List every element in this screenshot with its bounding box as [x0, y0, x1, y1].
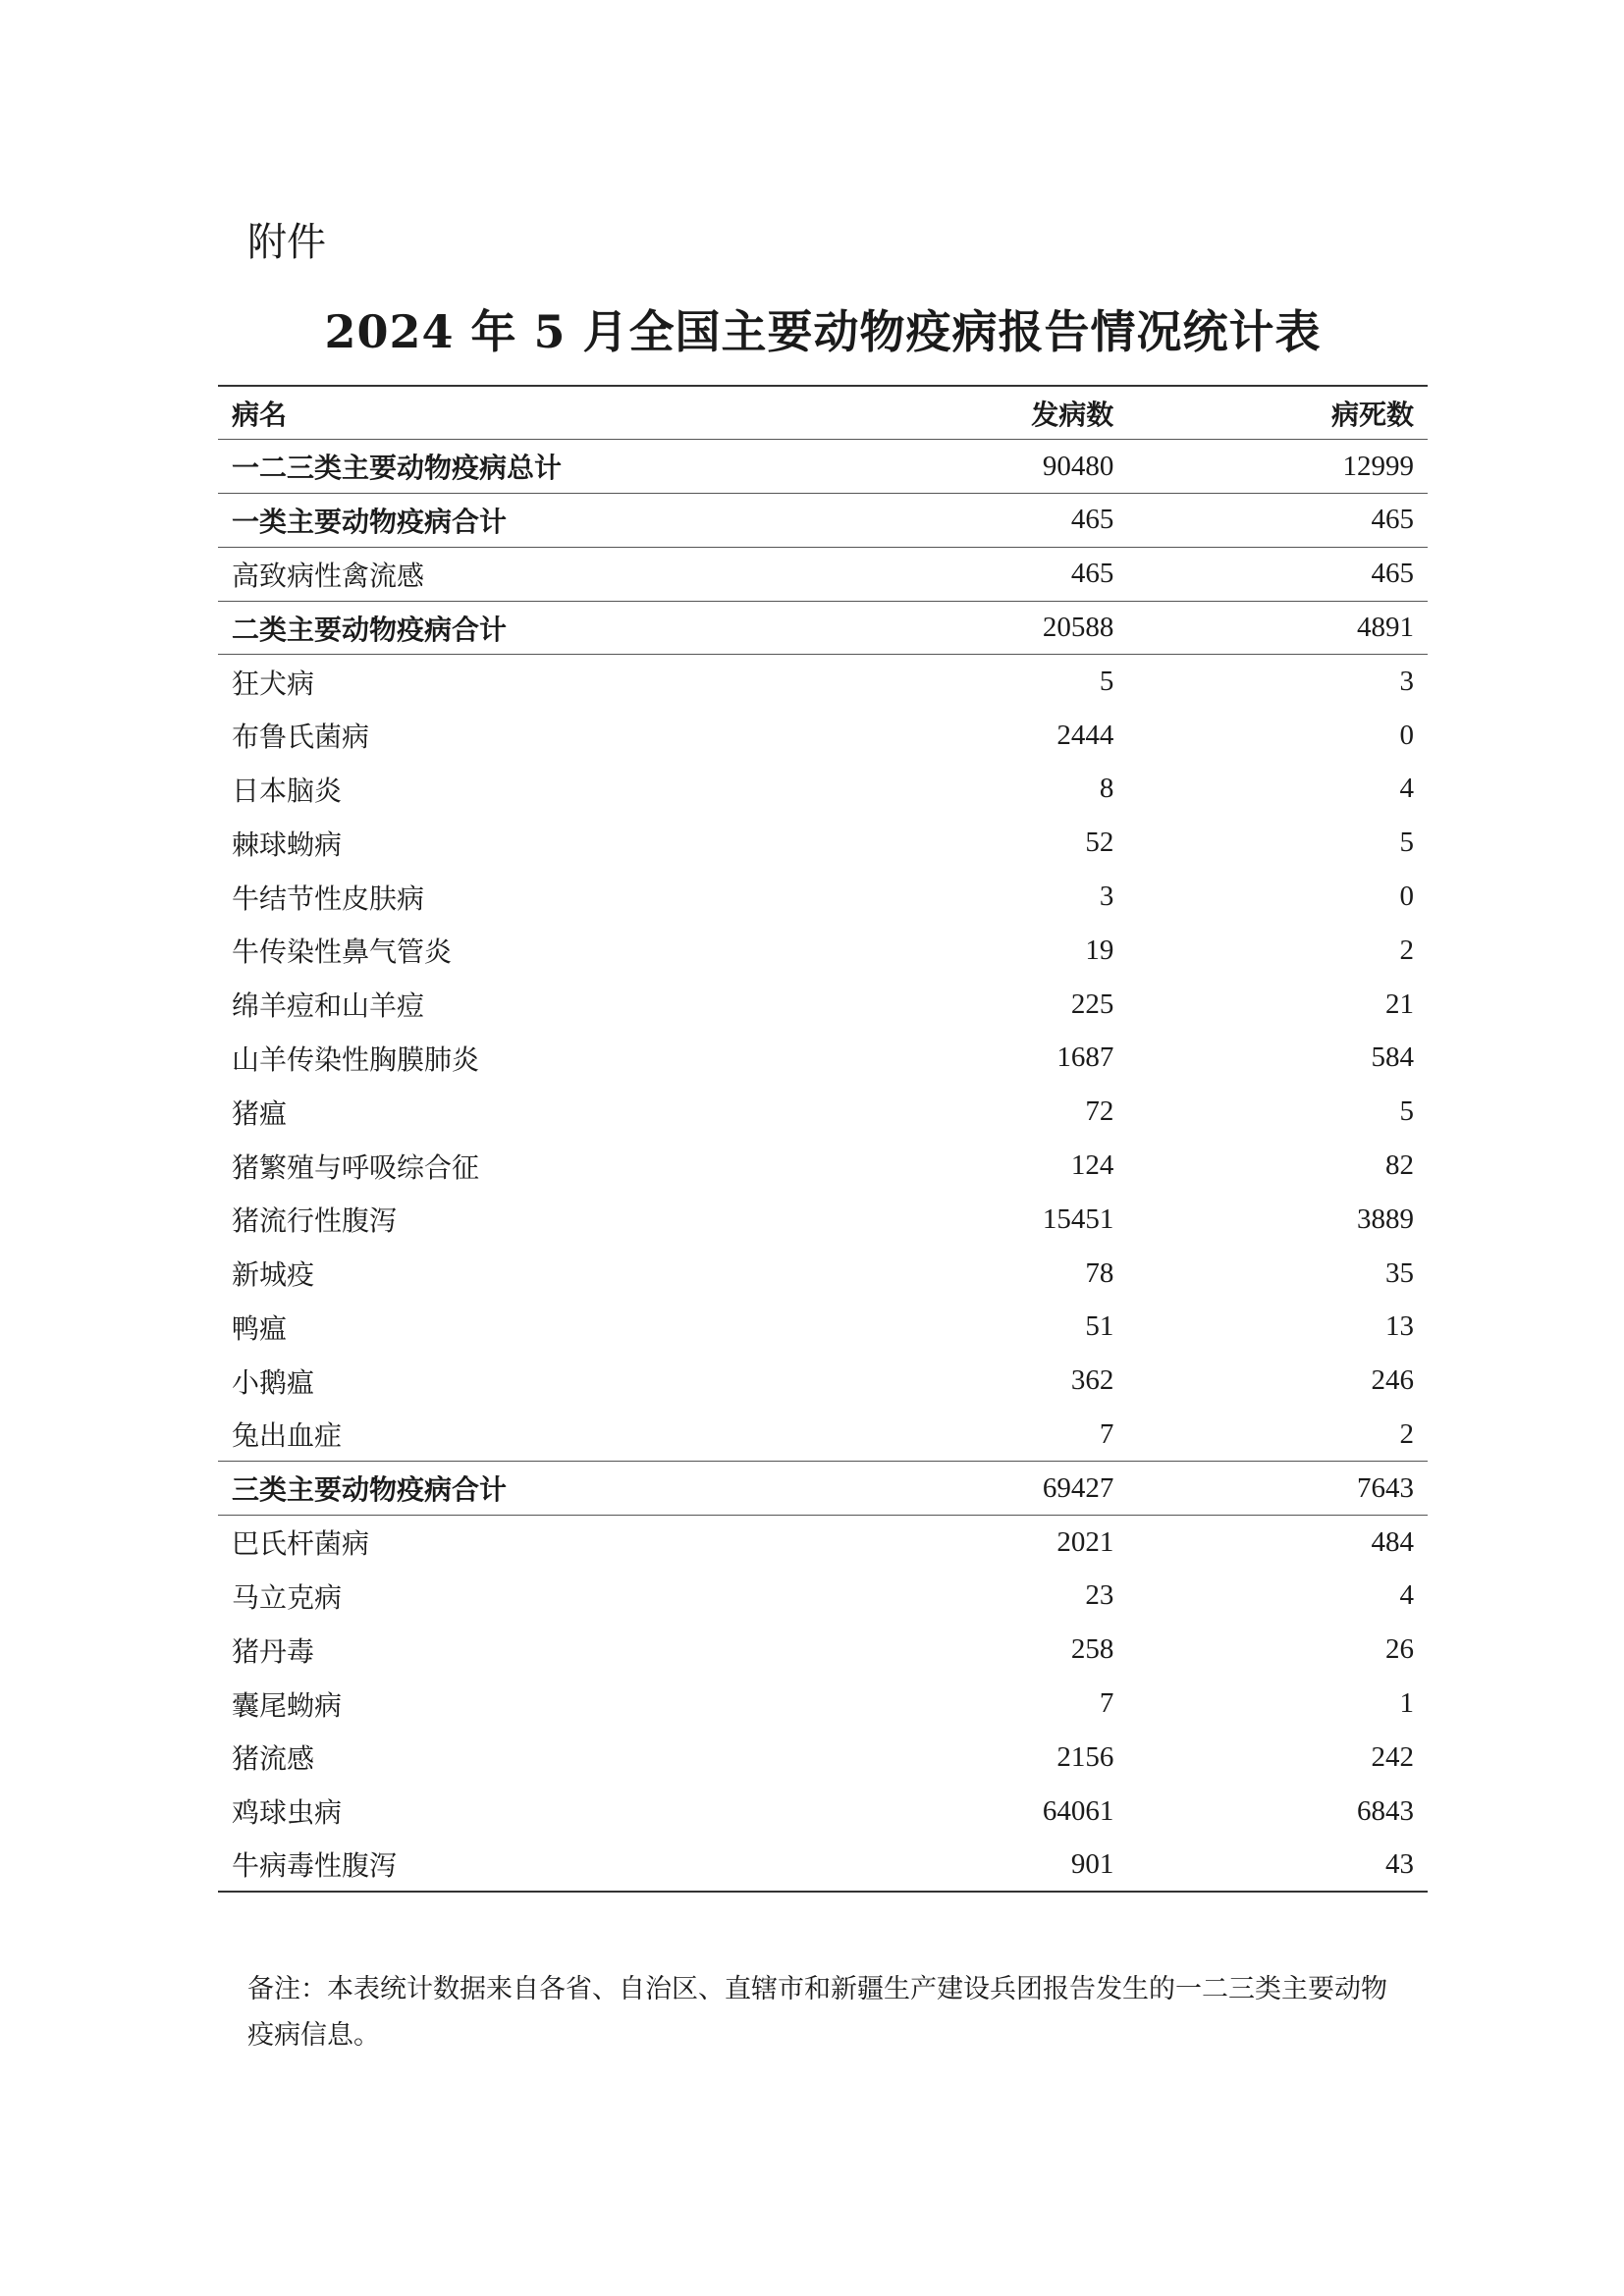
deaths-cell: 0 — [1399, 719, 1414, 751]
disease-name-cell: 猪流行性腹泻 — [232, 1204, 398, 1238]
table-row — [218, 870, 1428, 924]
incidence-cell: 52 — [1085, 827, 1114, 859]
disease-name-cell: 猪流感 — [232, 1742, 315, 1776]
incidence-cell: 20588 — [847, 601, 1138, 655]
deaths-cell: 5 — [1399, 827, 1414, 859]
subtotal-row — [218, 440, 1428, 494]
incidence-cell: 901 — [847, 1839, 1138, 1893]
disease-name-cell: 兔出血症 — [218, 1408, 847, 1462]
incidence-cell: 258 — [1070, 1633, 1114, 1666]
deaths-cell: 242 — [1371, 1740, 1414, 1773]
deaths-cell: 13 — [1385, 1310, 1414, 1343]
table-row — [218, 1085, 1428, 1139]
deaths-cell: 12999 — [1137, 440, 1428, 494]
disease-name-cell: 猪繁殖与呼吸综合征 — [232, 1150, 480, 1184]
deaths-cell: 484 — [1371, 1525, 1414, 1558]
incidence-cell: 2444 — [1056, 719, 1114, 751]
table-row — [218, 1839, 1428, 1893]
deaths-cell: 2 — [1137, 1408, 1428, 1462]
incidence-cell: 64061 — [1042, 1794, 1114, 1827]
deaths-cell: 21 — [1385, 988, 1414, 1020]
table-row — [218, 1677, 1428, 1731]
table-row — [218, 1032, 1428, 1086]
incidence-cell: 225 — [1070, 988, 1114, 1020]
disease-statistics-table — [218, 385, 1428, 1893]
deaths-cell: 4 — [1399, 773, 1414, 805]
deaths-cell: 465 — [1137, 494, 1428, 548]
deaths-cell: 7643 — [1137, 1462, 1428, 1516]
footnote-remark: 备注：本表统计数据来自各省、自治区、直辖市和新疆生产建设兵团报告发生的一二三类主要动物疫病信息。 — [247, 1974, 1387, 2051]
incidence-cell: 19 — [1085, 934, 1114, 966]
disease-name-cell: 小鹅瘟 — [232, 1365, 315, 1399]
table-row — [218, 816, 1428, 870]
deaths-cell: 35 — [1385, 1256, 1414, 1289]
table-row — [218, 1193, 1428, 1247]
header-disease-name: 病名 — [218, 386, 847, 440]
incidence-cell: 1687 — [1056, 1041, 1114, 1074]
incidence-cell: 3 — [1099, 881, 1114, 913]
incidence-cell: 72 — [1085, 1095, 1114, 1128]
incidence-cell: 465 — [847, 494, 1138, 548]
table-row — [218, 1731, 1428, 1785]
subtotal-row — [218, 601, 1428, 655]
deaths-cell: 584 — [1371, 1041, 1414, 1074]
disease-name-cell: 狂犬病 — [232, 667, 315, 700]
disease-name-cell: 一类主要动物疫病合计 — [218, 494, 847, 548]
table-row — [218, 1247, 1428, 1301]
deaths-cell: 2 — [1399, 934, 1414, 966]
incidence-cell: 23 — [1085, 1579, 1114, 1612]
deaths-cell: 4891 — [1137, 601, 1428, 655]
deaths-cell: 43 — [1137, 1839, 1428, 1893]
table-row — [218, 1623, 1428, 1677]
subtotal-row — [218, 1462, 1428, 1516]
table-row — [218, 763, 1428, 817]
disease-name-cell: 牛结节性皮肤病 — [232, 881, 425, 915]
disease-name-cell: 棘球蚴病 — [232, 828, 343, 861]
disease-name-cell: 二类主要动物疫病合计 — [218, 601, 847, 655]
disease-name-cell: 鸡球虫病 — [232, 1796, 343, 1830]
table-row — [218, 978, 1428, 1032]
header-deaths: 病死数 — [1137, 386, 1428, 440]
table-row — [218, 1408, 1428, 1462]
incidence-cell: 7 — [1099, 1687, 1114, 1720]
deaths-cell: 4 — [1399, 1579, 1414, 1612]
disease-name-cell: 日本脑炎 — [232, 774, 343, 807]
deaths-cell: 1 — [1399, 1687, 1414, 1720]
deaths-cell: 6843 — [1357, 1794, 1414, 1827]
incidence-cell: 78 — [1085, 1256, 1114, 1289]
deaths-cell: 246 — [1371, 1364, 1414, 1397]
disease-name-cell: 囊尾蚴病 — [232, 1688, 343, 1722]
disease-name-cell: 新城疫 — [232, 1258, 315, 1292]
incidence-cell: 15451 — [1042, 1202, 1114, 1235]
incidence-cell: 90480 — [847, 440, 1138, 494]
incidence-cell: 124 — [1070, 1149, 1114, 1182]
disease-name-cell: 高致病性禽流感 — [218, 547, 847, 601]
incidence-cell: 2156 — [1056, 1740, 1114, 1773]
incidence-cell: 465 — [847, 547, 1138, 601]
attachment-label: 附件 — [247, 220, 326, 265]
table-row — [218, 1570, 1428, 1624]
page-title: 2024 年 5 月全国主要动物疫病报告情况统计表 — [324, 305, 1322, 358]
disease-name-cell: 鸭瘟 — [232, 1311, 288, 1345]
incidence-cell: 51 — [1085, 1310, 1114, 1343]
deaths-cell: 3 — [1399, 666, 1414, 698]
table-row — [218, 547, 1428, 601]
incidence-cell: 69427 — [847, 1462, 1138, 1516]
deaths-cell: 465 — [1137, 547, 1428, 601]
table-body — [218, 440, 1428, 1893]
disease-name-cell: 三类主要动物疫病合计 — [218, 1462, 847, 1516]
deaths-cell: 26 — [1385, 1633, 1414, 1666]
table-row — [218, 924, 1428, 978]
disease-name-cell: 绵羊痘和山羊痘 — [232, 989, 425, 1023]
table-row — [218, 1301, 1428, 1355]
disease-name-cell: 猪丹毒 — [232, 1634, 315, 1668]
table-row — [218, 1354, 1428, 1408]
subtotal-row — [218, 494, 1428, 548]
disease-name-cell: 牛传染性鼻气管炎 — [232, 935, 453, 969]
table-header-row — [218, 386, 1428, 440]
disease-name-cell: 巴氏杆菌病 — [232, 1527, 370, 1561]
header-incidence: 发病数 — [847, 386, 1138, 440]
disease-name-cell: 一二三类主要动物疫病总计 — [218, 440, 847, 494]
incidence-cell: 362 — [1070, 1364, 1114, 1397]
incidence-cell: 5 — [1099, 666, 1114, 698]
deaths-cell: 5 — [1399, 1095, 1414, 1128]
table-row — [218, 655, 1428, 709]
disease-name-cell: 牛病毒性腹泻 — [218, 1839, 847, 1893]
deaths-cell: 3889 — [1357, 1202, 1414, 1235]
deaths-cell: 0 — [1399, 881, 1414, 913]
disease-name-cell: 马立克病 — [232, 1580, 343, 1614]
table-header — [218, 386, 1428, 440]
disease-name-cell: 山羊传染性胸膜肺炎 — [232, 1042, 480, 1076]
table-row — [218, 1785, 1428, 1839]
incidence-cell: 8 — [1099, 773, 1114, 805]
disease-name-cell: 布鲁氏菌病 — [232, 721, 370, 754]
incidence-cell: 7 — [847, 1408, 1138, 1462]
table-row — [218, 1516, 1428, 1570]
deaths-cell: 82 — [1385, 1149, 1414, 1182]
table-row — [218, 709, 1428, 763]
disease-name-cell: 猪瘟 — [232, 1096, 288, 1130]
table-row — [218, 1139, 1428, 1193]
incidence-cell: 2021 — [1056, 1525, 1114, 1558]
